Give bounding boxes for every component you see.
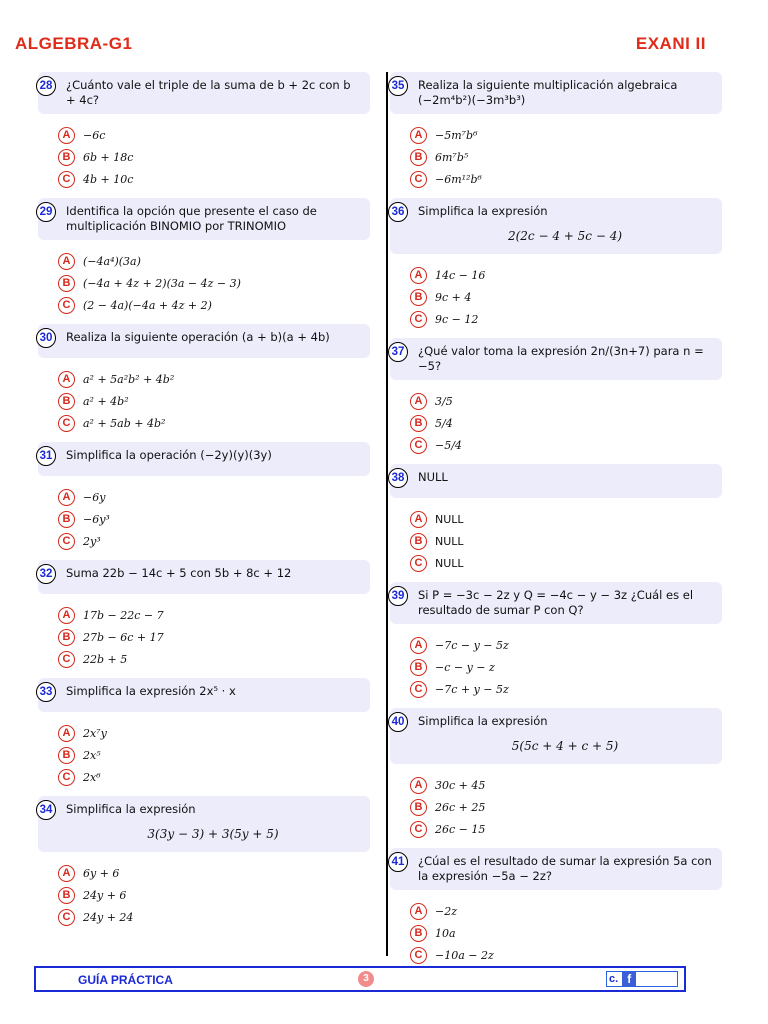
option-letter: A [58,489,75,506]
answer-option-c[interactable] [58,648,370,670]
answer-option-c[interactable] [410,308,722,330]
question-number: 35 [388,76,408,96]
option-letter: B [58,511,75,528]
question-box [390,848,722,890]
question-box [38,324,370,358]
option-letter: B [58,629,75,646]
option-text: 22b + 5 [83,652,128,666]
option-letter: C [410,681,427,698]
option-letter: A [58,371,75,388]
question-number: 33 [36,682,56,702]
option-text: −6c [83,128,106,142]
option-text: (2 − 4a)(−4a + 4z + 2) [83,298,212,312]
option-letter: C [410,311,427,328]
option-text: 26c + 25 [435,800,486,814]
right-column [390,72,722,974]
question-box [38,72,370,114]
question-text: Identifica la opción que presente el caso de multiplicación BINOMIO por TRINOMIO [66,204,317,233]
option-text: 17b − 22c − 7 [83,608,164,622]
answer-options [38,594,370,670]
footer-social[interactable] [606,971,678,987]
question-text: Simplifica la expresión [66,802,196,816]
question-box [38,560,370,594]
option-letter: B [58,747,75,764]
option-text: −2z [435,904,458,918]
left-column [38,72,370,936]
option-letter: A [58,725,75,742]
answer-option-b[interactable] [410,412,722,434]
option-text: −10a − 2z [435,948,494,962]
answer-options [38,358,370,434]
answer-option-b[interactable] [58,744,370,766]
question-text: Simplifica la expresión [418,714,548,728]
answer-option-a[interactable] [58,486,370,508]
option-text: 2y³ [83,534,101,548]
option-text: 14c − 16 [435,268,486,282]
question-text: Suma 22b − 14c + 5 con 5b + 8c + 12 [66,566,292,580]
answer-option-c[interactable] [410,944,722,966]
question-32 [38,560,370,670]
question-number: 36 [388,202,408,222]
answer-options [390,380,722,456]
option-text: a² + 5ab + 4b² [83,416,166,430]
answer-options [390,498,722,574]
answer-option-b[interactable] [410,286,722,308]
option-text: 2x⁶ [83,770,101,784]
question-text: Simplifica la expresión 2x⁵ · x [66,684,236,698]
answer-option-a[interactable] [58,368,370,390]
question-28 [38,72,370,190]
answer-option-b[interactable] [410,530,722,552]
question-number: 31 [36,446,56,466]
answer-options [390,890,722,966]
answer-options [38,712,370,788]
option-text: −5/4 [435,438,462,452]
answer-option-a[interactable] [410,124,722,146]
answer-option-c[interactable] [58,294,370,316]
answer-option-b[interactable] [410,146,722,168]
option-text: −7c − y − 5z [435,638,509,652]
option-text: a² + 5a²b² + 4b² [83,372,175,386]
answer-option-b[interactable] [410,796,722,818]
question-number: 28 [36,76,56,96]
option-letter: C [58,297,75,314]
option-text: 2x⁷y [83,726,107,740]
answer-options [390,764,722,840]
option-text: 2x⁵ [83,748,101,762]
question-text: Si P = −3c − 2z y Q = −4c − y − 3z ¿Cuál es el resultado de sumar P con Q? [418,588,694,617]
option-letter: A [58,253,75,270]
option-letter: C [410,171,427,188]
option-letter: C [410,821,427,838]
answer-option-c[interactable] [410,168,722,190]
option-text: 9c + 4 [435,290,472,304]
question-number: 32 [36,564,56,584]
question-31 [38,442,370,552]
question-39 [390,582,722,700]
option-text: 30c + 45 [435,778,486,792]
answer-options [38,476,370,552]
option-letter: B [410,659,427,676]
answer-option-a[interactable] [410,634,722,656]
question-35 [390,72,722,190]
option-text: 6y + 6 [83,866,120,880]
option-text: 26c − 15 [435,822,486,836]
question-box [390,338,722,380]
answer-option-a[interactable] [410,508,722,530]
question-expression: 3(3y − 3) + 3(5y + 5) [147,827,279,841]
option-letter: B [58,887,75,904]
option-letter: C [58,533,75,550]
option-text: NULL [435,534,464,548]
question-33 [38,678,370,788]
option-text: 6m⁷b⁵ [435,150,469,164]
option-text: 5/4 [435,416,453,430]
option-text: −c − y − z [435,660,495,674]
answer-option-a[interactable] [58,722,370,744]
answer-option-b[interactable] [58,626,370,648]
question-37 [390,338,722,456]
answer-option-c[interactable] [58,168,370,190]
answer-option-a[interactable] [410,264,722,286]
option-text: −6m¹²b⁶ [435,172,482,186]
option-text: NULL [435,556,464,570]
option-letter: A [410,393,427,410]
question-34 [38,796,370,928]
question-number: 34 [36,800,56,820]
option-letter: A [410,267,427,284]
footer-label: GUÍA PRÁCTICA [78,973,173,987]
answer-option-b[interactable] [58,272,370,294]
option-letter: B [58,149,75,166]
option-text: 6b + 18c [83,150,134,164]
answer-option-a[interactable] [410,774,722,796]
option-letter: B [410,415,427,432]
answer-option-c[interactable] [410,818,722,840]
answer-option-a[interactable] [58,604,370,626]
option-text: 24y + 24 [83,910,134,924]
question-text: Simplifica la operación (−2y)(y)(3y) [66,448,272,462]
option-letter: A [410,903,427,920]
answer-options [38,852,370,928]
question-29 [38,198,370,316]
option-letter: A [58,607,75,624]
option-text: −6y [83,490,106,504]
answer-options [38,114,370,190]
option-letter: C [58,171,75,188]
option-letter: C [58,415,75,432]
option-letter: C [410,437,427,454]
question-number: 30 [36,328,56,348]
question-text: Realiza la siguiente multiplicación algebraica (−2m⁴b²)(−3m³b³) [418,78,678,107]
option-letter: C [58,909,75,926]
question-text: ¿Cuánto vale el triple de la suma de b + 2c con b + 4c? [66,78,351,107]
answer-option-a[interactable] [58,862,370,884]
question-number: 37 [388,342,408,362]
footer-bar [34,966,686,992]
option-letter: B [410,533,427,550]
option-letter: B [58,275,75,292]
option-text: 9c − 12 [435,312,479,326]
answer-options [38,240,370,316]
answer-option-c[interactable] [58,530,370,552]
option-letter: C [58,769,75,786]
question-text: Simplifica la expresión [418,204,548,218]
option-letter: A [58,865,75,882]
answer-option-b[interactable] [410,922,722,944]
question-box [390,464,722,498]
question-41 [390,848,722,966]
question-expression: 2(2c − 4 + 5c − 4) [507,229,623,243]
answer-option-c[interactable] [58,766,370,788]
option-text: NULL [435,512,464,526]
option-text: 10a [435,926,456,940]
answer-options [390,624,722,700]
question-text: NULL [418,470,448,484]
question-box [38,198,370,240]
answer-option-c[interactable] [410,434,722,456]
option-letter: A [58,127,75,144]
answer-option-c[interactable] [410,552,722,574]
answer-option-a[interactable] [58,124,370,146]
option-letter: C [410,947,427,964]
option-letter: B [410,925,427,942]
answer-options [390,114,722,190]
page-number: 3 [358,971,374,987]
question-box [390,198,722,254]
answer-option-b[interactable] [58,390,370,412]
question-30 [38,324,370,434]
answer-option-b[interactable] [58,508,370,530]
facebook-icon[interactable]: f [622,972,636,986]
option-text: 4b + 10c [83,172,134,186]
answer-option-b[interactable] [58,884,370,906]
question-box [38,796,370,852]
option-text: −6y³ [83,512,110,526]
option-letter: B [410,149,427,166]
option-text: −7c + y − 5z [435,682,509,696]
question-number: 29 [36,202,56,222]
question-text: ¿Qué valor toma la expresión 2n/(3n+7) para n = −5? [418,344,704,373]
option-letter: B [410,289,427,306]
question-40 [390,708,722,840]
answer-options [390,254,722,330]
answer-option-b[interactable] [58,146,370,168]
footer-social-text: c. [609,973,619,985]
question-box [390,708,722,764]
question-box [390,582,722,624]
option-text: (−4a⁴)(3a) [83,254,141,268]
answer-option-b[interactable] [410,656,722,678]
option-text: (−4a + 4z + 2)(3a − 4z − 3) [83,276,241,290]
header-title-right: EXANI II [635,34,706,53]
question-36 [390,198,722,330]
option-text: −5m⁷b⁶ [435,128,478,142]
header-title-left: ALGEBRA-G1 [15,34,133,53]
question-38 [390,464,722,574]
option-letter: A [410,511,427,528]
answer-option-a[interactable] [410,390,722,412]
answer-option-a[interactable] [410,900,722,922]
question-box [390,72,722,114]
option-text: a² + 4b² [83,394,129,408]
option-text: 24y + 6 [83,888,127,902]
question-number: 40 [388,712,408,732]
question-number: 41 [388,852,408,872]
answer-option-c[interactable] [410,678,722,700]
answer-option-c[interactable] [58,412,370,434]
option-letter: A [410,777,427,794]
question-box [38,442,370,476]
question-text: ¿Cúal es el resultado de sumar la expresión 5a con la expresión −5a − 2z? [418,854,712,883]
option-letter: B [58,393,75,410]
option-letter: B [410,799,427,816]
answer-option-c[interactable] [58,906,370,928]
option-letter: A [410,637,427,654]
option-letter: C [410,555,427,572]
option-letter: A [410,127,427,144]
option-letter: C [58,651,75,668]
question-text: Realiza la siguiente operación (a + b)(a + 4b) [66,330,330,344]
question-number: 38 [388,468,408,488]
question-box [38,678,370,712]
option-text: 27b − 6c + 17 [83,630,164,644]
answer-option-a[interactable] [58,250,370,272]
column-divider [386,72,388,956]
question-number: 39 [388,586,408,606]
option-text: 3/5 [435,394,453,408]
question-expression: 5(5c + 4 + c + 5) [511,739,619,753]
